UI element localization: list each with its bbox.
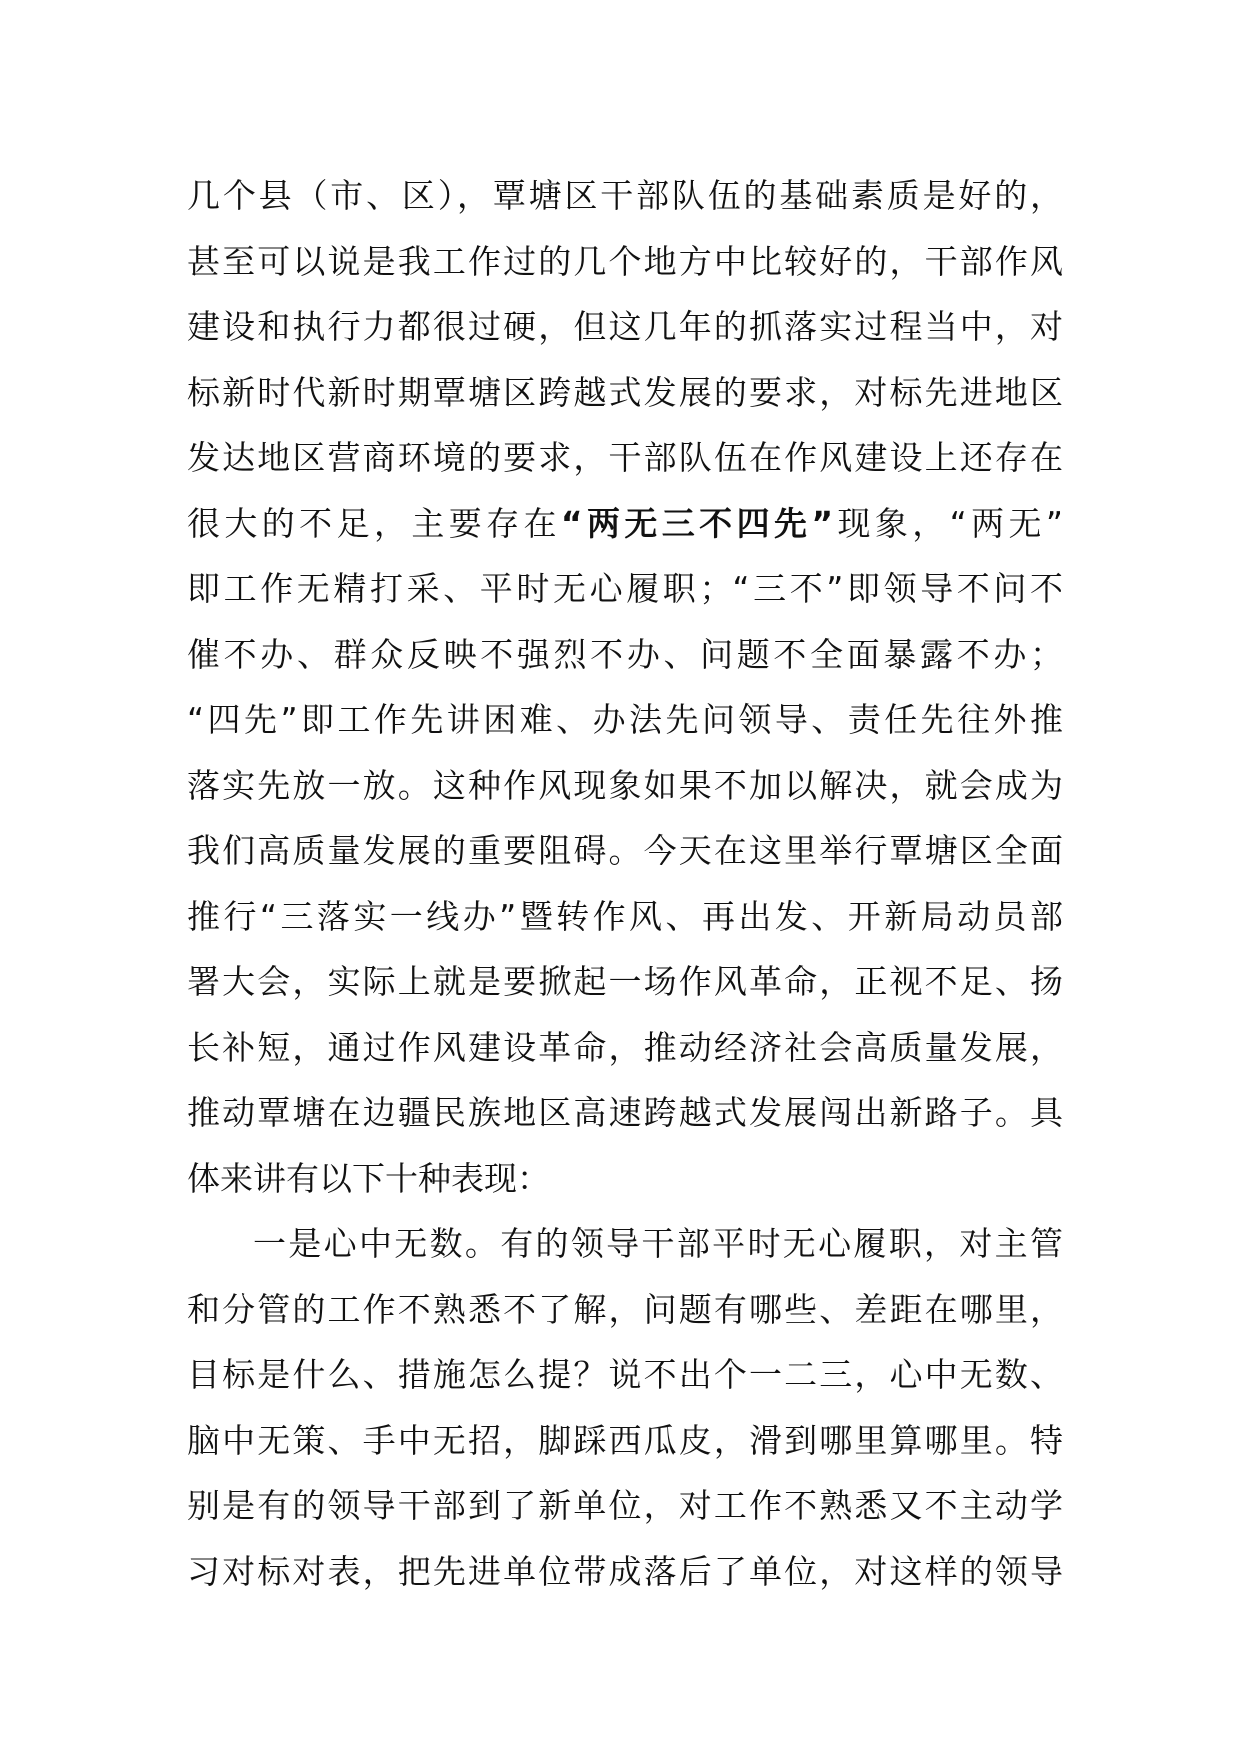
- text-line: 推行“三落实一线办”暨转作风、再出发、开新局动员部: [187, 896, 1063, 936]
- text-segment: 现象，“两无”: [833, 503, 1063, 543]
- paragraph-last-line: 体来讲有以下十种表现：: [187, 1158, 550, 1198]
- text-line: 落实先放一放。这种作风现象如果不加以解决，就会成为: [187, 765, 1063, 805]
- text-line: “四先”即工作先讲困难、办法先问领导、责任先往外推: [187, 700, 1063, 739]
- text-line: 习对标对表，把先进单位带成落后了单位，对这样的领导: [187, 1551, 1063, 1591]
- text-line: 标新时代新时期覃塘区跨越式发展的要求，对标先进地区: [187, 372, 1063, 412]
- text-line: 我们高质量发展的重要阻碍。今天在这里举行覃塘区全面: [187, 831, 1063, 870]
- paragraph-first-line: 一是心中无数。有的领导干部平时无心履职，对主管: [253, 1224, 1063, 1263]
- text-line: 甚至可以说是我工作过的几个地方中比较好的，干部作风: [187, 241, 1063, 281]
- text-line: 即工作无精打采、平时无心履职；“三不”即领导不问不: [187, 569, 1063, 608]
- emphasis-text: “两无三不四先”: [560, 503, 834, 543]
- text-line: 几个县（市、区），覃塘区干部队伍的基础素质是好的，: [187, 176, 1063, 215]
- text-line: 别是有的领导干部到了新单位，对工作不熟悉又不主动学: [187, 1486, 1063, 1525]
- text-line: 建设和执行力都很过硬，但这几年的抓落实过程当中，对: [187, 307, 1063, 346]
- text-line: 和分管的工作不熟悉不了解，问题有哪些、差距在哪里，: [187, 1289, 1063, 1329]
- text-line: 催不办、群众反映不强烈不办、问题不全面暴露不办；: [187, 634, 1063, 674]
- document-body: [187, 163, 1063, 1604]
- text-line: 脑中无策、手中无招，脚踩西瓜皮，滑到哪里算哪里。特: [187, 1420, 1063, 1460]
- text-line-with-emphasis: [187, 491, 1063, 557]
- text-line: 署大会，实际上就是要掀起一场作风革命，正视不足、扬: [187, 962, 1063, 1001]
- text-line: 长补短，通过作风建设革命，推动经济社会高质量发展，: [187, 1027, 1063, 1067]
- text-line: 发达地区营商环境的要求，干部队伍在作风建设上还存在: [187, 438, 1063, 477]
- text-line: 目标是什么、措施怎么提？说不出个一二三，心中无数、: [187, 1355, 1063, 1394]
- text-line: 推动覃塘在边疆民族地区高速跨越式发展闯出新路子。具: [187, 1093, 1063, 1132]
- text-segment: 很大的不足，主要存在: [187, 503, 561, 543]
